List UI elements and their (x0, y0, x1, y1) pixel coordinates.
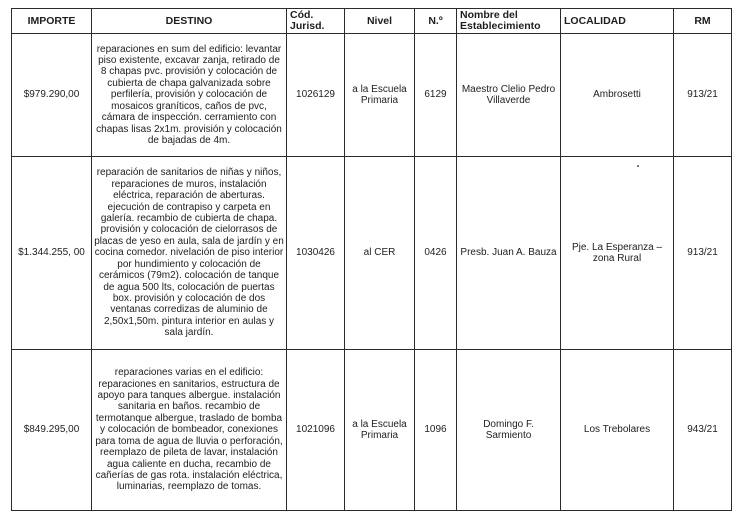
header-importe: IMPORTE (12, 9, 92, 34)
header-localidad: LOCALIDAD (561, 9, 674, 34)
table-row (12, 350, 732, 511)
document-page (11, 8, 731, 511)
cell-localidad: Ambrosetti (561, 34, 674, 157)
cell-destino: reparaciones en sum del edificio: levantar piso existente, excavar zanja, retirado de 8 chapas pvc. provisión y colocación de cubierta de chapa galvanizada sobre perfilería, provisión y colocación de mosaicos graníticos, caños de pvc, cámara de inspección. cerramiento con chapas lisas 2x1m. provisión y colocación de bajadas de 4m. (92, 34, 287, 157)
header-numero: N.º (415, 9, 457, 34)
cell-numero: 0426 (415, 157, 457, 350)
obras-table (11, 8, 732, 511)
cell-nombre: Maestro Clelio Pedro Villaverde (457, 34, 561, 157)
cell-localidad: Los Trebolares (561, 350, 674, 511)
table-row (12, 34, 732, 157)
header-cod-jurisd: Cód. Jurisd. (287, 9, 345, 34)
cell-destino: reparaciones varias en el edificio: reparaciones en sanitarios, estructura de apoyo para tanques albergue. instalación sanitaria en baños. recambio de termotanque albergue, traslado de bomba y colocación de bombeador, conexiones para toma de agua de lluvia o perforación, reemplazo de pileta de lavar, instalación agua caliente en ducha, recambio de cañerías de gas rota. instalación eléctrica, luminarias, reemplazo de tomas. (92, 350, 287, 511)
cell-cod-jurisd: 1030426 (287, 157, 345, 350)
cell-cod-jurisd: 1021096 (287, 350, 345, 511)
header-destino: DESTINO (92, 9, 287, 34)
cell-rm: 913/21 (674, 34, 732, 157)
cell-nivel: a la Escuela Primaria (345, 350, 415, 511)
cell-rm: 943/21 (674, 350, 732, 511)
header-rm: RM (674, 9, 732, 34)
header-nivel: Nivel (345, 9, 415, 34)
cell-nivel: al CER (345, 157, 415, 350)
cell-rm: 913/21 (674, 157, 732, 350)
scan-speck (637, 165, 639, 167)
cell-nivel: a la Escuela Primaria (345, 34, 415, 157)
cell-nombre: Presb. Juan A. Bauza (457, 157, 561, 350)
cell-destino: reparación de sanitarios de niñas y niños, reparaciones de muros, instalación eléctrica, reparación de aberturas. ejecución de contrapiso y carpeta en galería. recambio de cubierta de chapa. provisión y colocación de cielorrasos de placas de yeso en aula, sala de jardín y en cocina comedor. nivelación de piso interior por hundimiento y colocación de cerámicos (79m2). colocación de tanque de agua 500 lts, colocación de puertas box. provisión y colocación de dos ventanas corredizas de aluminio de 2,50x1,50m. pintura interior en aulas y sala jardín. (92, 157, 287, 350)
cell-nombre: Domingo F. Sarmiento (457, 350, 561, 511)
table-row (12, 157, 732, 350)
cell-importe: $849.295,00 (12, 350, 92, 511)
cell-numero: 6129 (415, 34, 457, 157)
cell-localidad: Pje. La Esperanza – zona Rural (561, 157, 674, 350)
header-nombre: Nombre del Establecimiento (457, 9, 561, 34)
cell-numero: 1096 (415, 350, 457, 511)
cell-importe: $979.290,00 (12, 34, 92, 157)
header-row (12, 9, 732, 34)
cell-importe: $1.344.255, 00 (12, 157, 92, 350)
cell-cod-jurisd: 1026129 (287, 34, 345, 157)
